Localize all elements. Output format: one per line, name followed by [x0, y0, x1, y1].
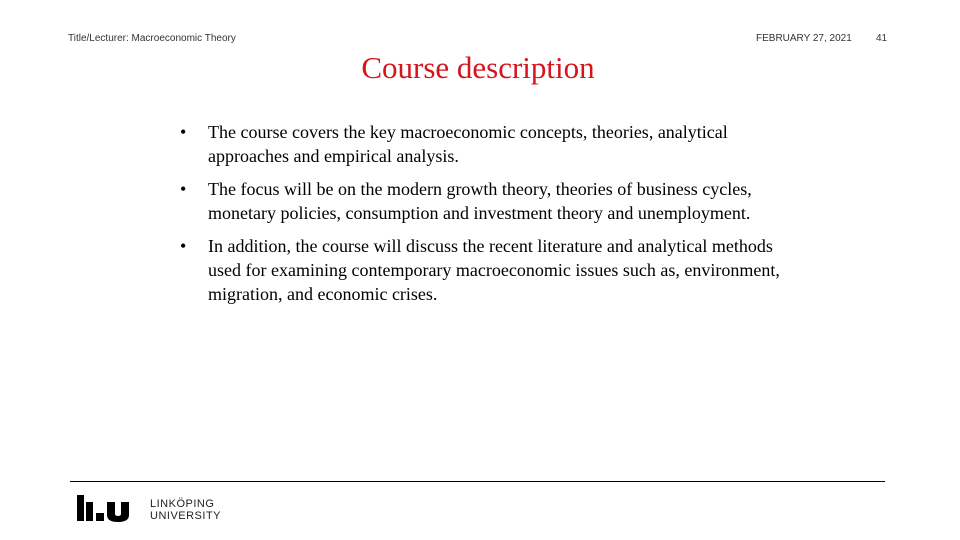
- bullet-marker: •: [180, 236, 187, 256]
- logo-l-stroke: [77, 495, 84, 521]
- footer-divider: [70, 481, 885, 482]
- bullet-marker: •: [180, 122, 187, 142]
- logo-u-shape: [107, 502, 129, 522]
- bullet-item: [180, 234, 800, 306]
- page-number: 41: [876, 33, 888, 44]
- bullet-item: [180, 177, 800, 225]
- logo-dot: [96, 513, 104, 521]
- bullet-text: The focus will be on the modern growth theory, theories of business cycles, monetary policies, consumption and investment theory and unemployment.: [208, 179, 752, 223]
- header-course-title: Title/Lecturer: Macroeconomic Theory: [68, 33, 236, 44]
- header-date: FEBRUARY 27, 2021: [756, 33, 852, 44]
- bullet-text: In addition, the course will discuss the recent literature and analytical methods used for examining contemporary macroeconomic issues such as, environment, migration, and economic crises.: [208, 236, 780, 304]
- bullet-marker: •: [180, 179, 187, 199]
- logo-wordmark: [150, 498, 221, 522]
- logo-wordmark-line1: LINKÖPING: [150, 498, 215, 510]
- bullet-text: The course covers the key macroeconomic concepts, theories, analytical approaches and empirical analysis.: [208, 122, 728, 166]
- logo-i-stroke: [86, 502, 93, 521]
- logo-wordmark-line2: UNIVERSITY: [150, 510, 222, 522]
- slide-title: Course description: [361, 50, 595, 85]
- bullet-list: [180, 120, 800, 315]
- bullet-item: [180, 120, 800, 168]
